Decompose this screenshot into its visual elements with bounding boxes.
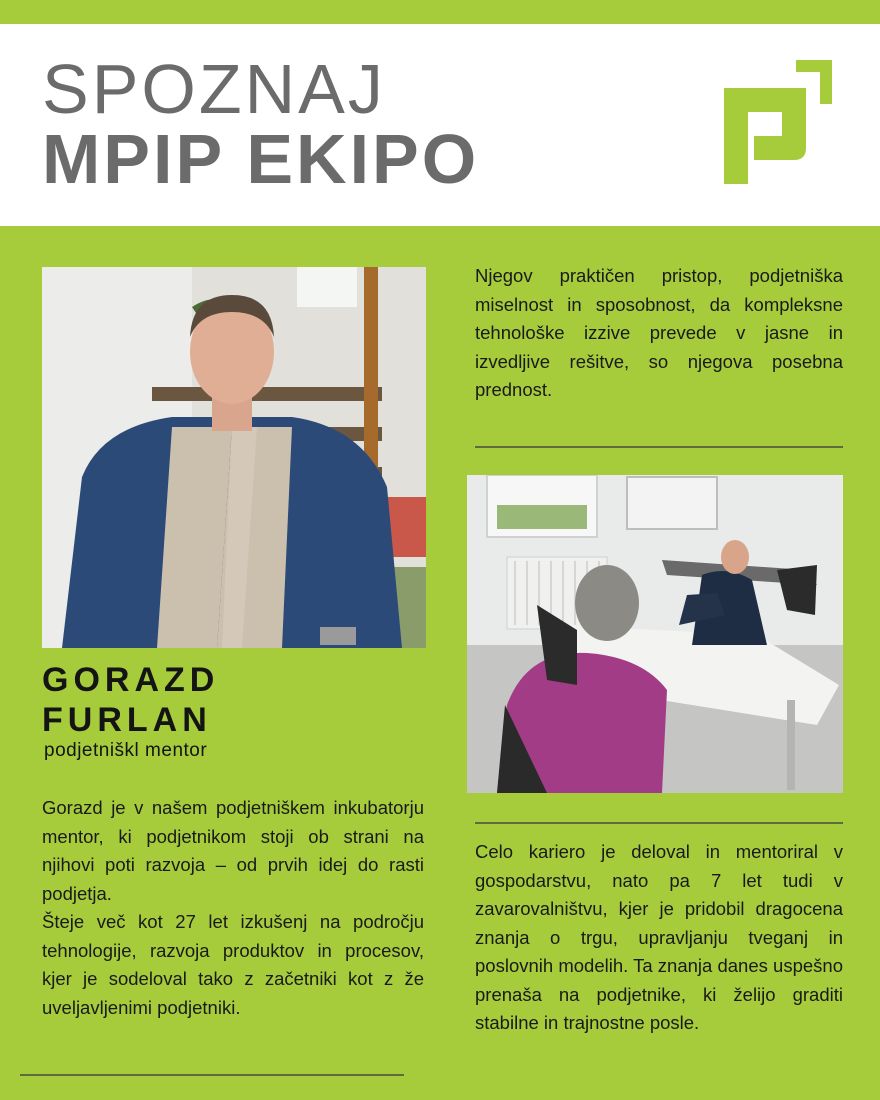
header — [0, 24, 880, 226]
person-name — [42, 660, 219, 740]
text-block-career — [475, 838, 843, 1038]
meeting-photo — [467, 475, 843, 793]
bio-paragraph-1: Gorazd je v našem podjetniškem inkubatorju mentor, ki podjetnikom stoji ob strani na njihovi poti razvoja – od prvih idej do rasti podjetja. — [42, 797, 424, 904]
page-title-line1: SPOZNAJ — [42, 50, 386, 128]
text-block-approach — [475, 262, 843, 405]
mpip-logo-icon — [724, 60, 832, 184]
person-first-name: GORAZD — [42, 661, 220, 699]
approach-paragraph: Njegov praktičen pristop, podjetniška miselnost in sposobnost, da kompleksne tehnološke izzive prevede v jasne in izvedljive rešitve, so njegova posebna prednost. — [475, 265, 843, 400]
person-role: podjetniškl mentor — [44, 740, 208, 761]
page-title-line2: MPIP EKIPO — [42, 120, 480, 198]
top-green-strip — [0, 0, 880, 24]
portrait-photo — [42, 267, 426, 648]
text-block-bio — [42, 794, 424, 1022]
career-paragraph: Celo kariero je deloval in mentoriral v gospodarstvu, nato pa 7 let tudi v zavarovalništvu, kjer je pridobil dragocena znanja o trgu, upravljanju tveganj in poslovnih modelih. Ta znanja danes uspešno prenaša na podjetnike, ki želijo graditi stabilne in trajnostne posle. — [475, 841, 843, 1033]
divider — [20, 1074, 404, 1076]
divider — [475, 822, 843, 824]
bio-paragraph-2: Šteje več kot 27 let izkušenj na področju tehnologije, razvoja produktov in procesov, kjer je sodeloval tako z začetniki kot z že uveljavljenimi podjetniki. — [42, 911, 424, 1018]
person-last-name: FURLAN — [42, 701, 212, 739]
divider — [475, 446, 843, 448]
